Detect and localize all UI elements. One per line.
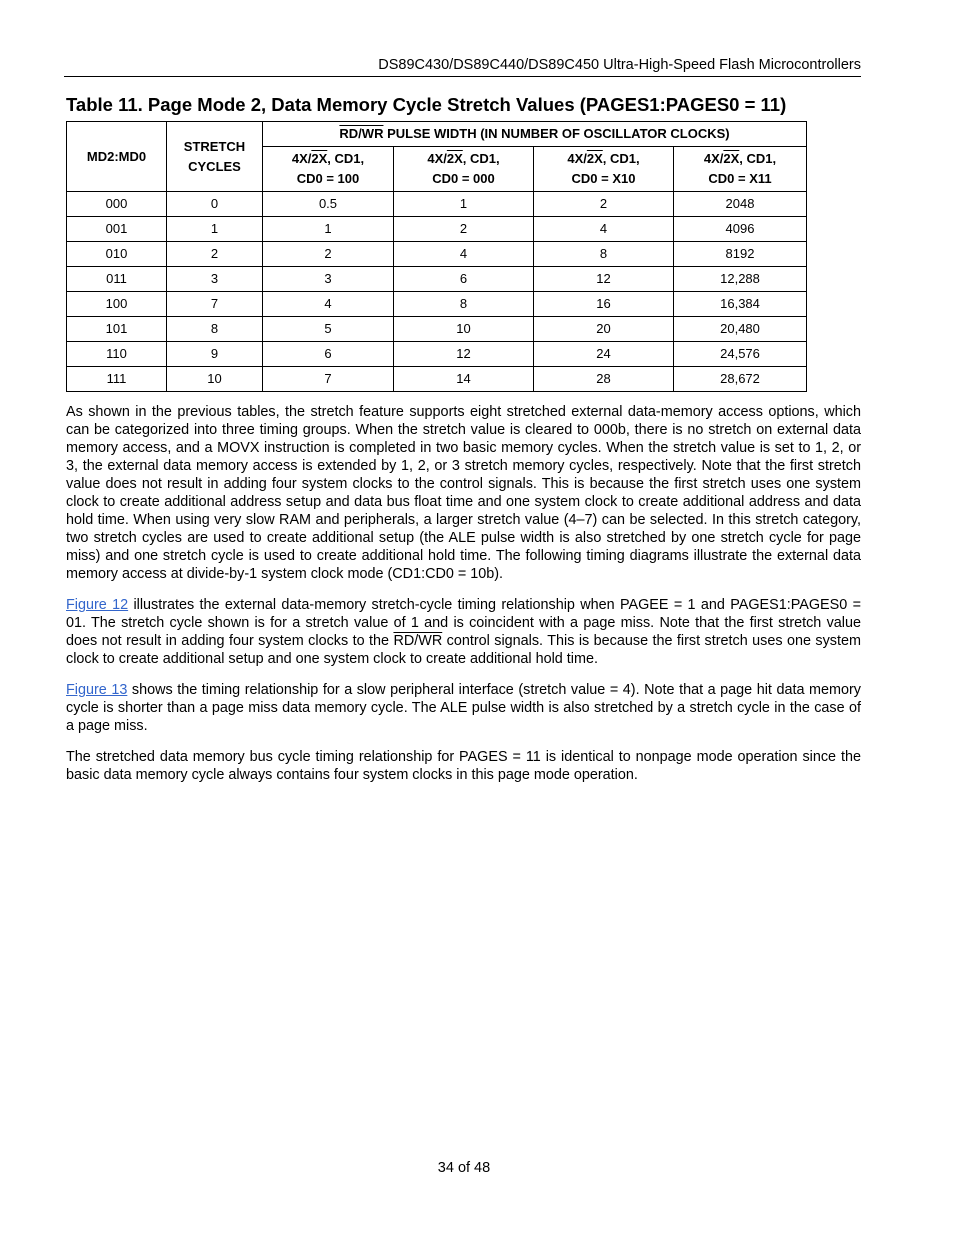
cell: 110: [67, 342, 167, 367]
cell: 100: [67, 292, 167, 317]
table-title: Table 11. Page Mode 2, Data Memory Cycle Stretch Values (PAGES1:PAGES0 = 11): [66, 94, 787, 115]
header-stretch-line1: STRETCH: [183, 138, 246, 154]
paragraph-figure-12-text-a: illustrates the external data-memory stretch-cycle timing relationship when PAGEE = 1 and PAGES1:PAGES0 = 01. The stretch cycle shown is for a stretch value of 1 and is coincident with a page miss. Note that the first stretch value does not result in adding four system clocks to the: [66, 597, 861, 649]
header-pulse-width-text: PULSE WIDTH (IN NUMBER OF OSCILLATOR CLOCKS): [383, 126, 730, 141]
cell: 1: [263, 217, 394, 242]
table-row: [67, 242, 807, 267]
cell: 8192: [674, 242, 807, 267]
header-cd0-100: [263, 147, 394, 192]
cell: 8: [534, 242, 674, 267]
header-cd0-000: [394, 147, 534, 192]
cell: 6: [394, 267, 534, 292]
table-row: [67, 292, 807, 317]
cell: 000: [67, 192, 167, 217]
cell: 3: [167, 267, 263, 292]
sub-post: , CD1,: [462, 151, 500, 166]
cell: 0.5: [263, 192, 394, 217]
table-row: [67, 217, 807, 242]
cell: 4096: [674, 217, 807, 242]
cell: 24: [534, 342, 674, 367]
cell: 12,288: [674, 267, 807, 292]
sub-pre: 4X/: [291, 151, 312, 166]
cell: 4: [263, 292, 394, 317]
figure-12-link[interactable]: Figure 12: [66, 597, 129, 613]
figure-13-link[interactable]: Figure 13: [66, 682, 128, 698]
cell: 10: [167, 367, 263, 392]
cell: 12: [534, 267, 674, 292]
body-text: [66, 403, 861, 797]
cell: 10: [394, 317, 534, 342]
cell: 14: [394, 367, 534, 392]
cell: 011: [67, 267, 167, 292]
cell: 0: [167, 192, 263, 217]
stretch-values-table: [66, 121, 807, 392]
cell: 8: [394, 292, 534, 317]
sub-cd: CD0 = 000: [432, 171, 495, 186]
rd-wr-overline: RD/WR: [393, 633, 443, 649]
cell: 16,384: [674, 292, 807, 317]
cell: 111: [67, 367, 167, 392]
cell: 6: [263, 342, 394, 367]
sub-pre: 4X/: [567, 151, 587, 166]
cell: 7: [263, 367, 394, 392]
header-stretch-cycles: [167, 122, 263, 192]
paragraph-figure-13-text: shows the timing relationship for a slow peripheral interface (stretch value = 4). Note that a page hit data memory cycle is shorter than a page miss data memory cycle. The ALE pulse width is also stretched by a stretch cycle in the case of a page miss.: [66, 682, 861, 734]
cell: 2: [263, 242, 394, 267]
cell: 001: [67, 217, 167, 242]
cell: 20: [534, 317, 674, 342]
document-header: DS89C430/DS89C440/DS89C450 Ultra-High-Speed Flash Microcontrollers: [64, 56, 861, 77]
rd-wr-overline: RD/WR: [339, 126, 384, 141]
sub-post: , CD1,: [602, 151, 640, 166]
cell: 5: [263, 317, 394, 342]
paragraph-figure-12: [66, 596, 861, 668]
sub-overline: 2X: [446, 151, 463, 166]
paragraph-stretch-overview: As shown in the previous tables, the stretch feature supports eight stretched external data-memory access options, which can be categorized into three timing groups. When the stretch value is cleared to 000b, there is no stretch on external data memory access, and a MOVX instruction is completed in two basic memory cycles. When the stretch value is set to 1, 2, or 3, the external data memory access is extended by 1, 2, or 3 stretch memory cycles, respectively. Note that the first stretch value does not result in adding four system clocks to the control signals. This is because the first stretch uses one system clock to create additional address setup and data bus float time and one system clock to create additional address and data hold time. When using very slow RAM and peripherals, a larger stretch value (4–7) can be selected. In this stretch category, two stretch cycles are used to create additional setup (the ALE pulse width is also stretched by one stretch cycle for page miss) and one stretch cycle is used to create additional hold time. The following timing diagrams illustrate the external data memory access at divide-by-1 system clock mode (CD1:CD0 = 10b).: [66, 404, 861, 582]
page-number: 34 of 48: [437, 1160, 491, 1176]
sub-overline: 2X: [723, 151, 740, 166]
cell: 20,480: [674, 317, 807, 342]
cell: 2: [394, 217, 534, 242]
paragraph-pages-11: The stretched data memory bus cycle timing relationship for PAGES = 11 is identical to nonpage mode operation since the basic data memory cycle always contains four system clocks in this page mode operation.: [66, 749, 861, 783]
header-cd0-x11: [674, 147, 807, 192]
table-row: [67, 192, 807, 217]
cell: 2: [534, 192, 674, 217]
cell: 2048: [674, 192, 807, 217]
paragraph-figure-12-text-b: control signals. This is because the first stretch uses one system clock to create additional setup and one system clock to create additional hold time.: [66, 633, 861, 667]
cell: 28: [534, 367, 674, 392]
cell: 101: [67, 317, 167, 342]
sub-overline: 2X: [586, 151, 603, 166]
sub-cd: CD0 = X10: [571, 171, 636, 186]
sub-pre: 4X/: [703, 151, 724, 166]
cell: 12: [394, 342, 534, 367]
cell: 1: [394, 192, 534, 217]
table-row: [67, 367, 807, 392]
cell: 010: [67, 242, 167, 267]
cell: 4: [394, 242, 534, 267]
sub-cd: CD0 = 100: [296, 171, 360, 186]
cell: 4: [534, 217, 674, 242]
cell: 3: [263, 267, 394, 292]
sub-overline: 2X: [311, 151, 328, 166]
header-pulse-width: [263, 122, 807, 147]
header-stretch-line2: CYCLES: [188, 158, 241, 174]
sub-post: , CD1,: [327, 151, 365, 166]
sub-cd: CD0 = X11: [708, 171, 772, 186]
cell: 2: [167, 242, 263, 267]
table-row: [67, 342, 807, 367]
sub-pre: 4X/: [427, 151, 447, 166]
cell: 16: [534, 292, 674, 317]
table-row: [67, 317, 807, 342]
cell: 24,576: [674, 342, 807, 367]
cell: 1: [167, 217, 263, 242]
cell: 28,672: [674, 367, 807, 392]
paragraph-figure-13: [66, 681, 861, 735]
cell: 9: [167, 342, 263, 367]
cell: 8: [167, 317, 263, 342]
sub-post: , CD1,: [739, 151, 777, 166]
header-md2-md0: MD2:MD0: [67, 122, 167, 192]
cell: 7: [167, 292, 263, 317]
header-cd0-x10: [534, 147, 674, 192]
table-row: [67, 267, 807, 292]
